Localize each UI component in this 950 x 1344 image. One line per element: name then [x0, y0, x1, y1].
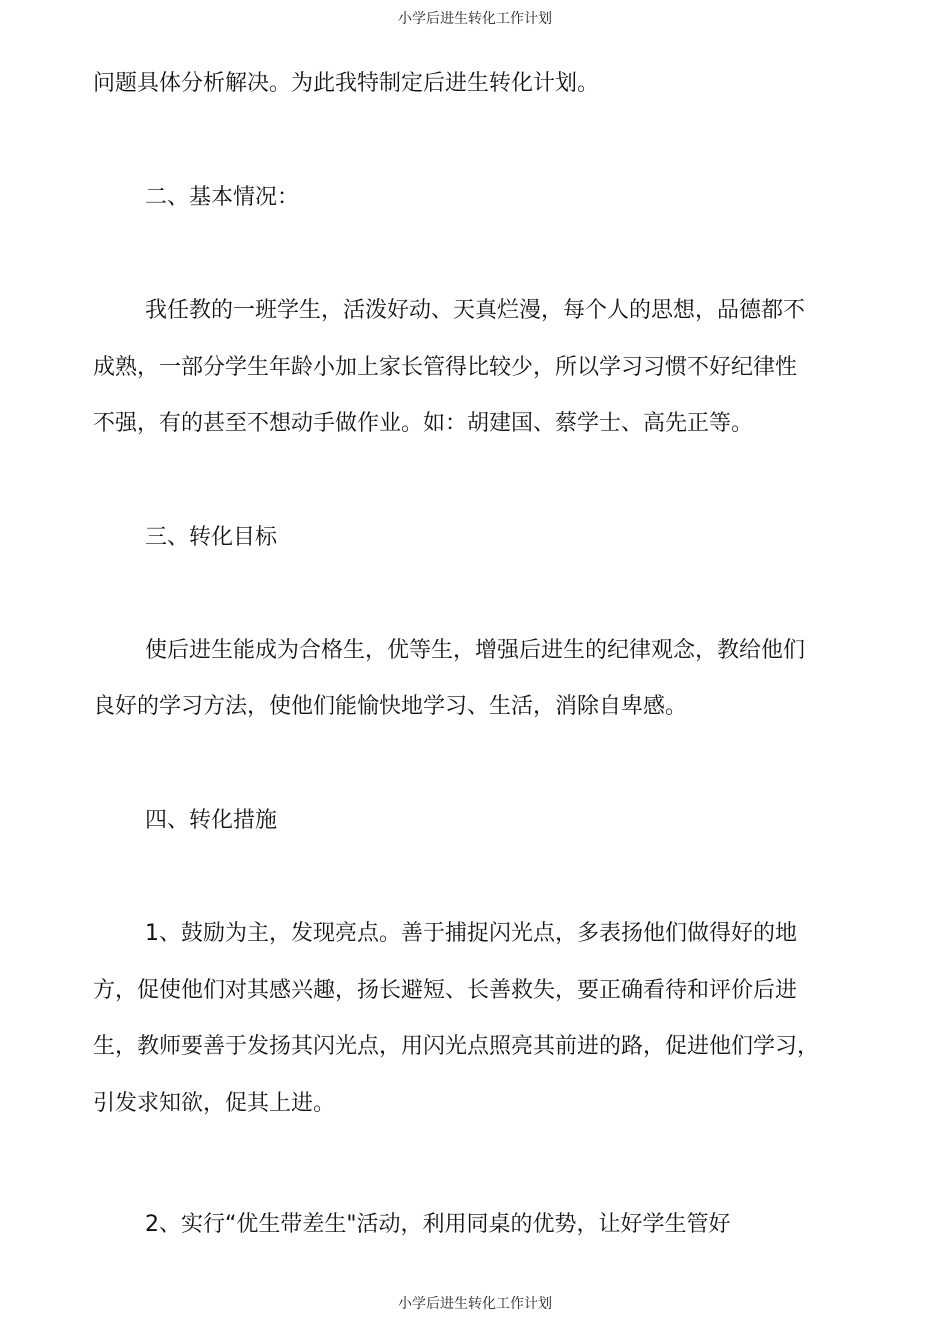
paragraph-line: 2、实行“优生带差生"活动，利用同桌的优势，让好学生管好: [145, 1212, 731, 1237]
page-footer: 小学后进生转化工作计划: [398, 1296, 552, 1312]
paragraph-line: 不强，有的甚至不想动手做作业。如：胡建国、蔡学士、高先正等。: [93, 411, 754, 436]
section-heading-goals: 三、转化目标: [145, 525, 278, 550]
paragraph-line: 成熟，一部分学生年龄小加上家长管得比较少，所以学习习惯不好纪律性: [93, 355, 798, 380]
paragraph-line: 我任教的一班学生，活泼好动、天真烂漫，每个人的思想，品德都不: [145, 298, 806, 323]
paragraph-line: 问题具体分析解决。为此我特制定后进生转化计划。: [93, 71, 600, 96]
paragraph-line: 引发求知欲，促其上进。: [93, 1091, 336, 1116]
paragraph-line: 使后进生能成为合格生，优等生，增强后进生的纪律观念，教给他们: [145, 638, 806, 663]
paragraph-line: 良好的学习方法，使他们能愉快地学习、生活，消除自卑感。: [93, 694, 688, 719]
page-header: 小学后进生转化工作计划: [398, 11, 552, 27]
section-heading-basic-situation: 二、基本情况：: [145, 185, 300, 210]
paragraph-line: 1、鼓励为主，发现亮点。善于捕捉闪光点，多表扬他们做得好的地: [145, 921, 797, 946]
section-heading-measures: 四、转化措施: [145, 808, 278, 833]
paragraph-line: 生，教师要善于发扬其闪光点，用闪光点照亮其前进的路，促进他们学习，: [93, 1034, 820, 1059]
paragraph-line: 方，促使他们对其感兴趣，扬长避短、长善救失，要正确看待和评价后进: [93, 978, 798, 1003]
